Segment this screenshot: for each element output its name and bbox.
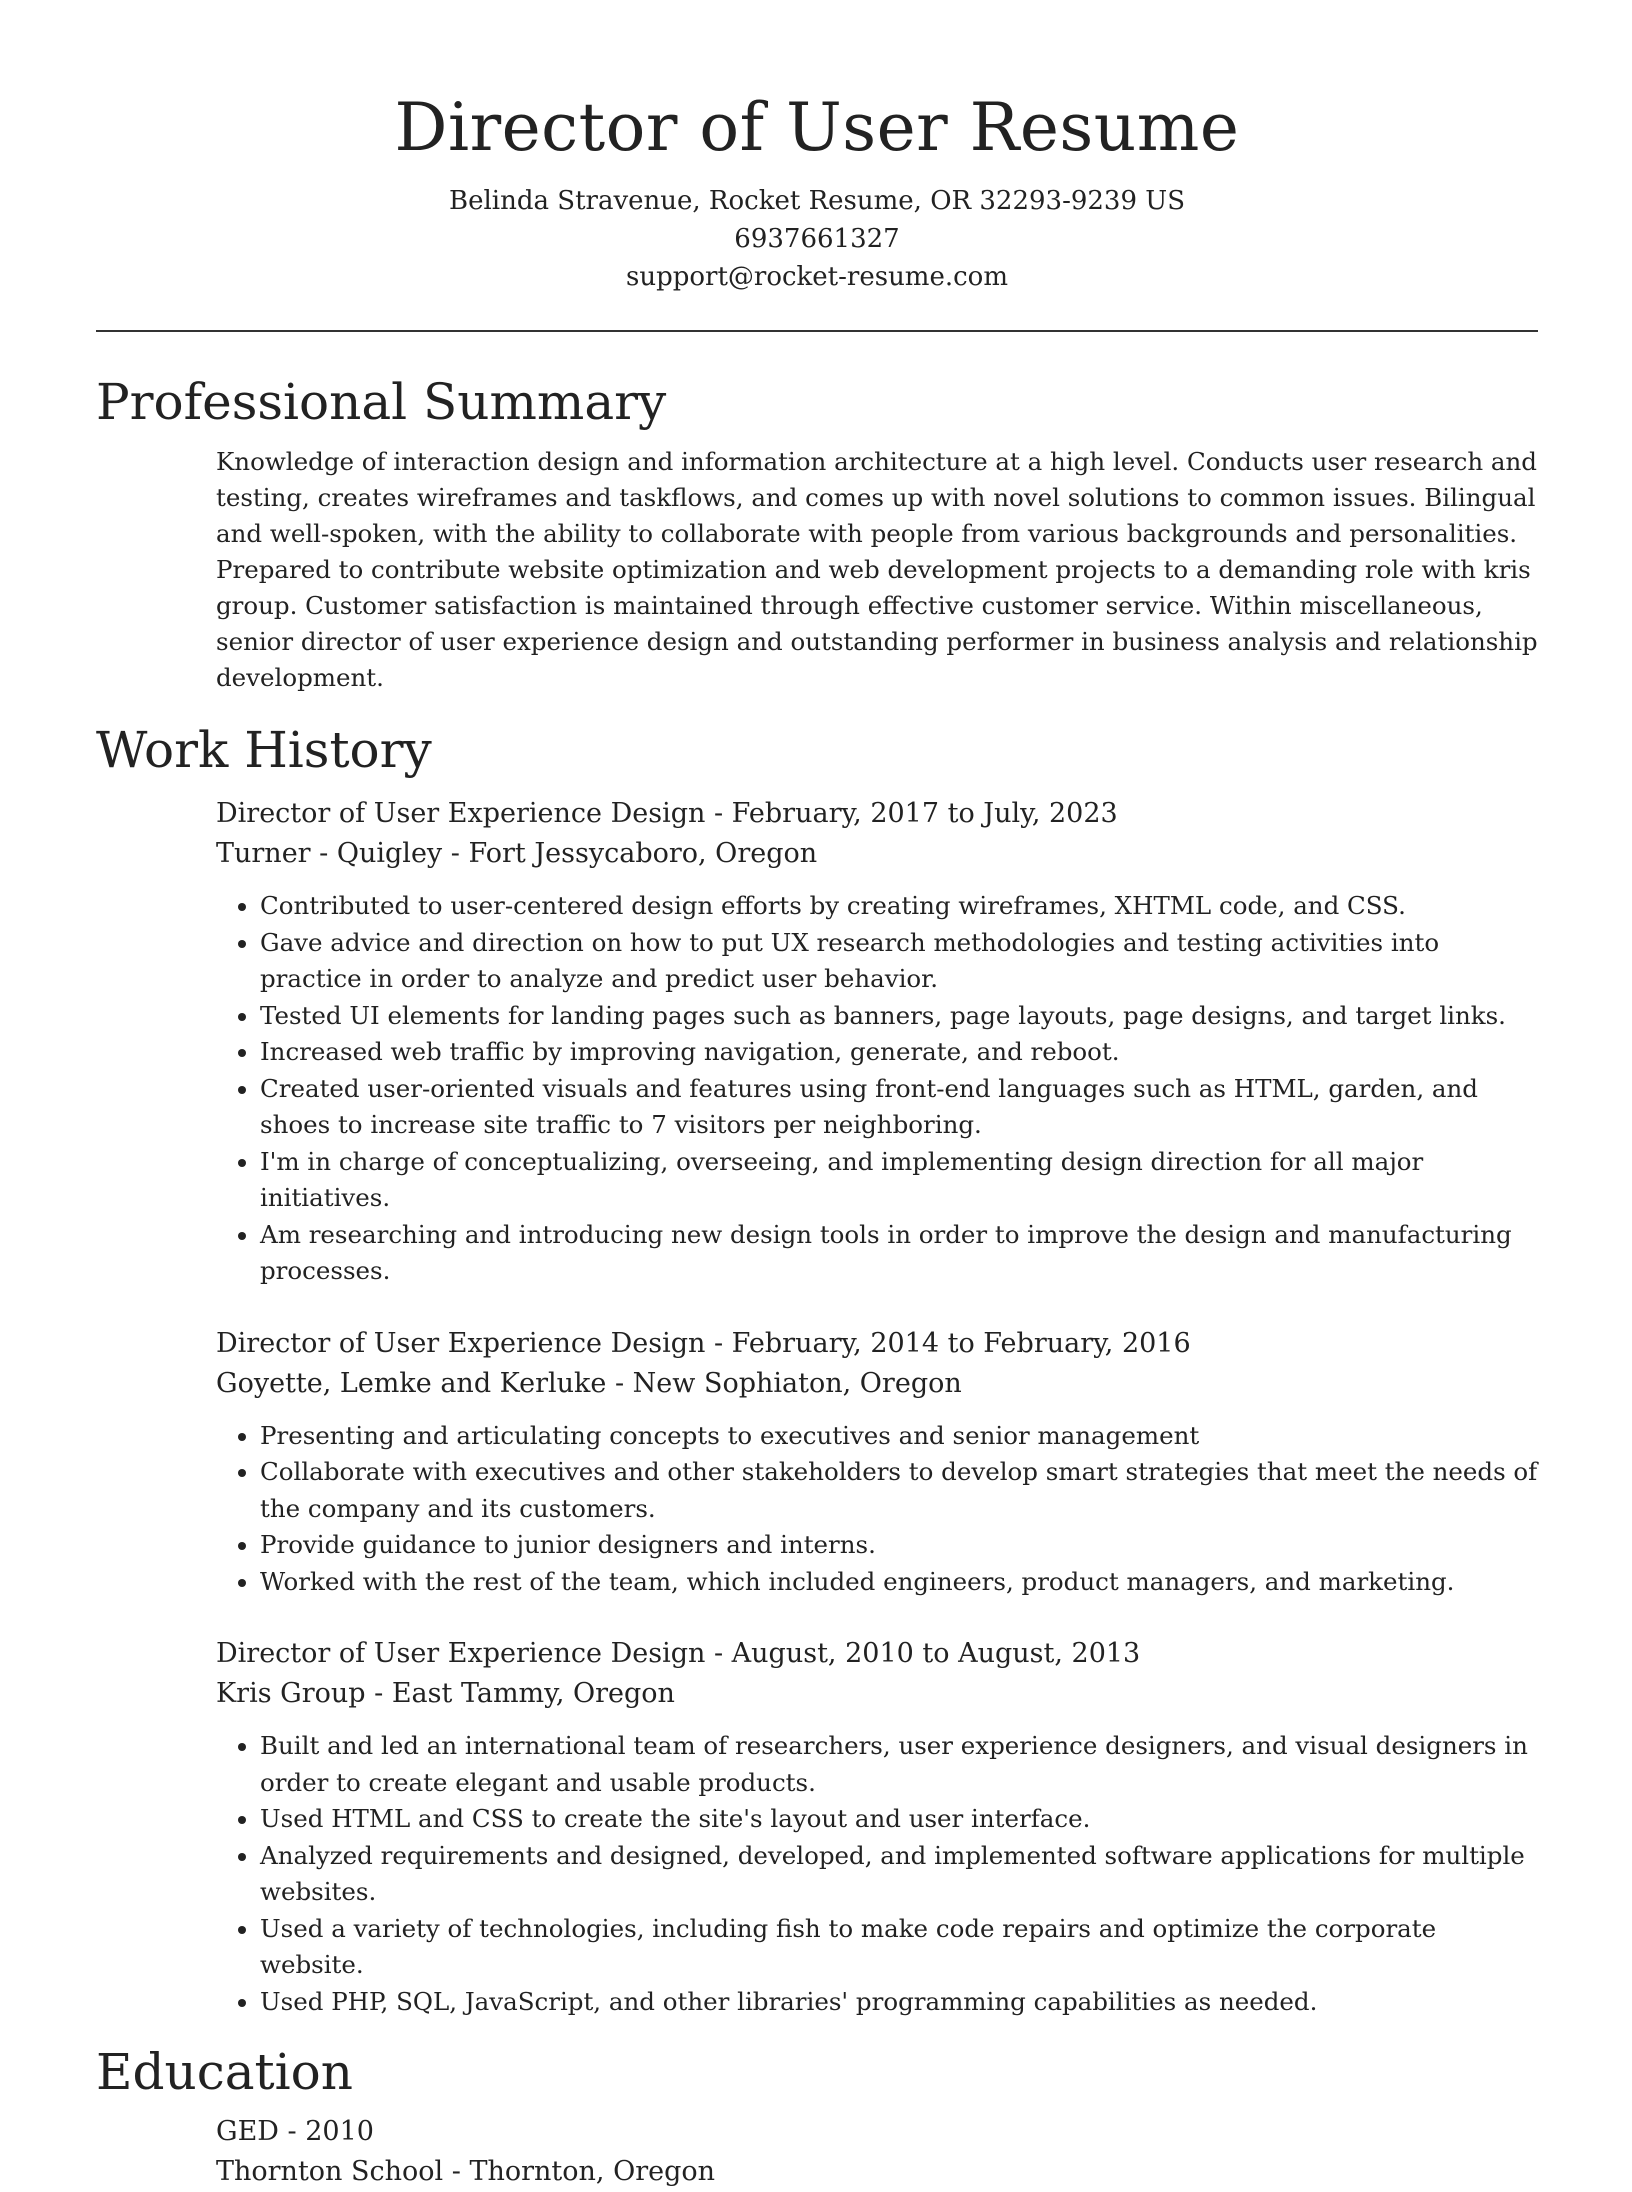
contact-phone: 6937661327 <box>734 224 900 254</box>
job-title-line <box>216 1634 1538 1674</box>
header-divider <box>96 330 1538 332</box>
job-location: - Fort Jessycaboro, Oregon <box>442 838 818 869</box>
list-item: • Used PHP, SQL, JavaScript, and other libraries' programming capabilities as needed. <box>260 1984 1538 2021</box>
list-item: • Collaborate with executives and other stakeholders to develop smart strategies that meet the needs of the company and its customers. <box>260 1454 1538 1527</box>
list-item: • Contributed to user-centered design efforts by creating wireframes, XHTML code, and CSS. <box>260 888 1538 925</box>
job-dates: - February, 2014 to February, 2016 <box>705 1327 1191 1359</box>
list-item: • Am researching and introducing new design tools in order to improve the design and manufacturing processes. <box>260 1217 1538 1290</box>
list-item: • Provide guidance to junior designers and interns. <box>260 1527 1538 1564</box>
education-heading: Education <box>96 2043 353 2101</box>
job-bullets <box>216 1418 1538 1601</box>
contact-block <box>96 182 1538 296</box>
summary-section <box>96 370 1538 696</box>
list-item: • Built and led an international team of researchers, user experience designers, and visual designers in order to create elegant and usable products. <box>260 1728 1538 1801</box>
education-entry <box>216 2112 1538 2192</box>
job-bullets <box>216 1728 1538 2020</box>
job-company: Kris Group <box>216 1678 366 1709</box>
education-year: - 2010 <box>278 2116 374 2147</box>
summary-heading: Professional Summary <box>96 373 667 431</box>
job-location: - East Tammy, Oregon <box>365 1678 675 1709</box>
list-item: • Gave advice and direction on how to put UX research methodologies and testing activities into practice in order to analyze and predict user behavior. <box>260 925 1538 998</box>
job-company: Goyette, Lemke and Kerluke <box>216 1367 607 1399</box>
education-degree: GED <box>216 2116 279 2147</box>
list-item: • Created user-oriented visuals and features using front-end languages such as HTML, garden, and shoes to increase site traffic to 7 visitors per neighboring. <box>260 1071 1538 1144</box>
job-company-line <box>216 1364 1538 1404</box>
resume-page <box>96 0 1538 2192</box>
work-history-section <box>96 718 1538 2020</box>
list-item: • Increased web traffic by improving navigation, generate, and reboot. <box>260 1034 1538 1071</box>
education-location: - Thornton, Oregon <box>443 2156 716 2187</box>
job-title: Director of User Experience Design <box>216 1327 706 1359</box>
work-history-heading: Work History <box>96 721 432 779</box>
list-item: • I'm in charge of conceptualizing, overseeing, and implementing design direction for all major initiatives. <box>260 1144 1538 1217</box>
education-section <box>96 2040 1538 2192</box>
list-item: • Tested UI elements for landing pages such as banners, page layouts, page designs, and target links. <box>260 998 1538 1035</box>
list-item: • Used a variety of technologies, including fish to make code repairs and optimize the corporate website. <box>260 1911 1538 1984</box>
job-title: Director of User Experience Design <box>216 1638 706 1669</box>
job-entry <box>216 1634 1538 2020</box>
job-company: Turner - Quigley <box>216 838 443 869</box>
job-location: - New Sophiaton, Oregon <box>606 1367 962 1399</box>
education-school-line <box>216 2152 1538 2192</box>
job-entry <box>216 1324 1538 1601</box>
job-dates: - February, 2017 to July, 2023 <box>705 798 1118 829</box>
education-school: Thornton School <box>216 2156 444 2187</box>
job-title-line <box>216 1324 1538 1364</box>
contact-email: support@rocket-resume.com <box>625 262 1008 292</box>
resume-header <box>96 0 1538 296</box>
job-entry <box>216 794 1538 1290</box>
list-item: • Worked with the rest of the team, which included engineers, product managers, and marketing. <box>260 1564 1538 1601</box>
list-item: • Used HTML and CSS to create the site's layout and user interface. <box>260 1801 1538 1838</box>
contact-address: Belinda Stravenue, Rocket Resume, OR 32293-9239 US <box>448 186 1186 216</box>
job-dates: - August, 2010 to August, 2013 <box>705 1638 1141 1669</box>
job-company-line <box>216 1674 1538 1714</box>
summary-text: Knowledge of interaction design and information architecture at a high level. Conducts user research and testing, creates wireframes and taskflows, and comes up with novel solutions to common issues. Bilingual and well-spoken, with the ability to collaborate with people from various backgrounds and personalities. Prepared to contribute website optimization and web development projects to a demanding role with kris group. Customer satisfaction is maintained through effective customer service. Within miscellaneous, senior director of user experience design and outstanding performer in business analysis and relationship development. <box>216 447 1538 692</box>
list-item: • Analyzed requirements and designed, developed, and implemented software applications for multiple websites. <box>260 1838 1538 1911</box>
resume-title: Director of User Resume <box>394 89 1240 166</box>
list-item: • Presenting and articulating concepts to executives and senior management <box>260 1418 1538 1455</box>
job-title-line <box>216 794 1538 834</box>
job-bullets <box>216 888 1538 1290</box>
education-degree-line <box>216 2112 1538 2152</box>
job-title: Director of User Experience Design <box>216 798 706 829</box>
job-company-line <box>216 834 1538 874</box>
